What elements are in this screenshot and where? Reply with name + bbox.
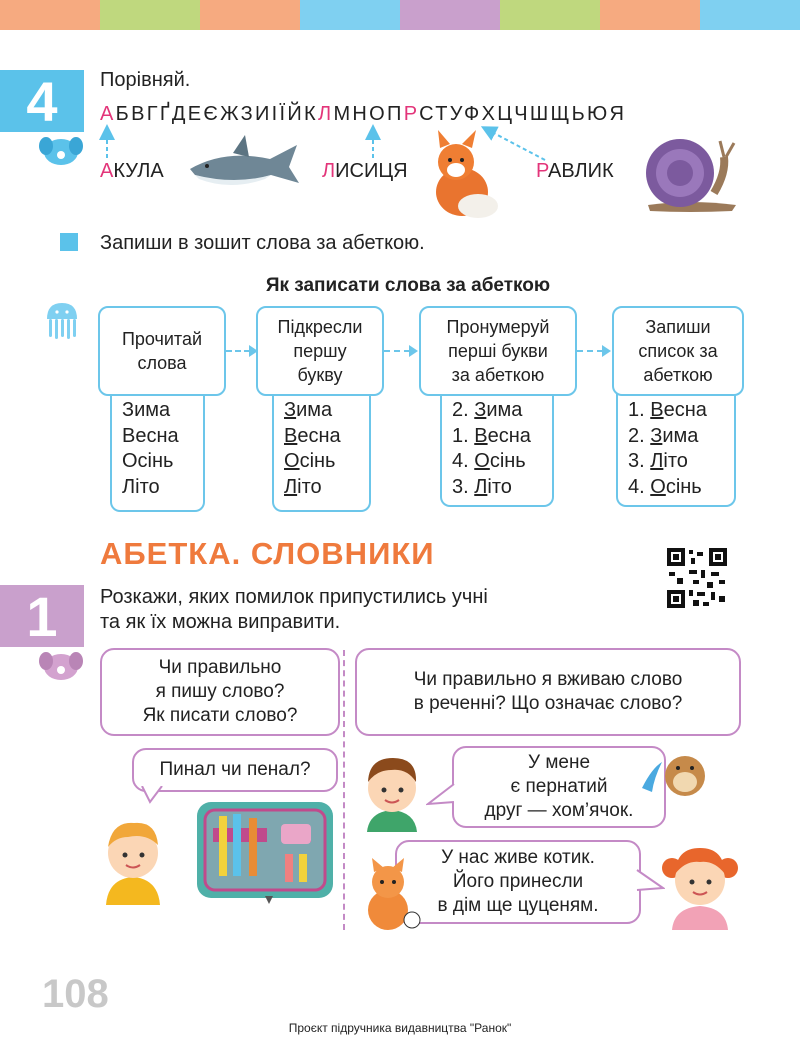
word-rest: ИСИЦЯ [335, 160, 408, 182]
step-label-line: Пронумеруй [446, 317, 550, 337]
step-label-line: слова [137, 353, 187, 373]
exercise-square-icon [60, 233, 78, 251]
list-word: 1. Весна [628, 399, 707, 421]
task-number-badge: 4 [0, 70, 84, 132]
pencil-case-illustration [195, 800, 335, 904]
step-label-line: букву [297, 365, 343, 385]
bubble-line: друг — хом’ячок. [484, 800, 634, 821]
cat-illustration [358, 858, 422, 934]
alphabet-letter-a: А [100, 103, 116, 125]
step-label-line: Прочитай [121, 329, 203, 349]
bubble-line: Чи правильно я вживаю слово [413, 669, 683, 690]
task-number-badge: 1 [0, 585, 84, 647]
step-label-line: першу [293, 341, 347, 361]
bubble-line: У нас живе котик. [441, 847, 595, 868]
jellyfish-icon [45, 303, 79, 339]
step-label-line: список за [638, 341, 718, 361]
list-word: Осінь [122, 450, 174, 472]
speech-bubble-cat [395, 840, 641, 924]
dog-face-icon [38, 651, 84, 681]
page-number: 108 [42, 972, 109, 1016]
list-word: Зима [122, 399, 171, 421]
word-initial: А [100, 160, 114, 182]
howto-step-box-3 [419, 306, 577, 396]
bubble-line: Як писати слово? [142, 705, 298, 726]
bubble-tail [635, 868, 665, 894]
word-akula [100, 160, 164, 183]
footer-note: Проєкт підручника видавництва "Ранок" [288, 1021, 512, 1035]
step-label-line: абеткою [643, 365, 713, 385]
list-word: Літо [122, 475, 160, 498]
alphabet-segment: БВГҐДЕЄЖЗИІЇЙК [115, 103, 319, 125]
step-label-line: Запиши [645, 317, 711, 337]
list-word: Осінь [284, 450, 336, 472]
howto-list-1 [110, 394, 205, 512]
question-bubble-spelling [100, 648, 340, 736]
alphabet-segment: СТУФХЦЧШЩЬЮЯ [419, 103, 627, 125]
howto-step-box-2 [256, 306, 384, 396]
bubble-line: Його принесли [452, 871, 584, 892]
word-initial: Л [322, 160, 336, 182]
snail-illustration [640, 133, 740, 213]
list-word: 1. Весна [452, 424, 531, 447]
bubble-line: Пинал чи пенал? [159, 759, 311, 780]
task-instruction-line2: та як їх можна виправити. [100, 611, 341, 633]
howto-list-4 [616, 394, 736, 507]
boy-illustration [357, 752, 427, 832]
speech-bubble-hamster [452, 746, 666, 828]
qr-code-icon[interactable] [667, 548, 727, 608]
bubble-line: в дім ще цуценям. [437, 895, 599, 916]
list-word: 3. Літо [628, 450, 688, 472]
shark-illustration [185, 135, 303, 195]
alphabet-letter-r: Р [403, 103, 420, 125]
list-word: Літо [284, 475, 322, 498]
hamster-illustration [640, 738, 710, 798]
task-instruction-line1: Розкажи, яких помилок припустились учні [100, 586, 488, 608]
howto-step-box-1 [98, 306, 226, 396]
word-rest: КУЛА [113, 160, 164, 182]
bubble-line: є пернатий [510, 776, 608, 797]
bubble-line: я пишу слово? [155, 681, 285, 702]
word-initial: Р [536, 160, 549, 182]
list-word: 4. Осінь [628, 475, 702, 498]
word-lysytsia [322, 160, 408, 183]
word-rest: АВЛИК [548, 160, 614, 182]
bubble-line: У мене [527, 752, 591, 773]
list-word: 2. Зима [628, 424, 699, 447]
alphabet-letter-l: Л [318, 103, 334, 125]
bubble-tail [140, 786, 170, 806]
step-arrow [577, 350, 603, 352]
list-word: 2. Зима [452, 399, 523, 421]
list-word: 3. Літо [452, 475, 512, 498]
bubble-line: в реченні? Що означає слово? [413, 693, 683, 714]
list-word: Весна [122, 424, 179, 447]
fox-illustration [420, 130, 500, 220]
list-word: Зима [284, 399, 333, 421]
howto-list-3 [440, 394, 554, 507]
exercise-text: Запиши в зошит слова за абеткою. [100, 232, 425, 254]
alphabet-segment: МНОП [333, 103, 404, 125]
girl-illustration [662, 838, 738, 930]
question-bubble-usage [355, 648, 741, 736]
task-instruction: Порівняй. [100, 69, 191, 91]
howto-list-2 [272, 394, 371, 512]
step-label-line: перші букви [448, 341, 548, 361]
step-label-line: за абеткою [451, 365, 545, 385]
howto-title: Як записати слова за абеткою [265, 275, 551, 296]
list-word: 4. Осінь [452, 450, 526, 472]
step-arrow [384, 350, 410, 352]
bubble-tail [426, 782, 456, 808]
boy-illustration [98, 815, 168, 905]
list-word: Весна [284, 424, 341, 447]
vertical-divider [343, 650, 345, 930]
section-title: АБЕТКА. СЛОВНИКИ [100, 536, 435, 571]
bubble-line: Чи правильно [158, 657, 282, 678]
word-ravlyk [536, 160, 614, 183]
step-label-line: Підкресли [277, 317, 363, 337]
howto-step-box-4 [612, 306, 744, 396]
step-arrow [226, 350, 250, 352]
